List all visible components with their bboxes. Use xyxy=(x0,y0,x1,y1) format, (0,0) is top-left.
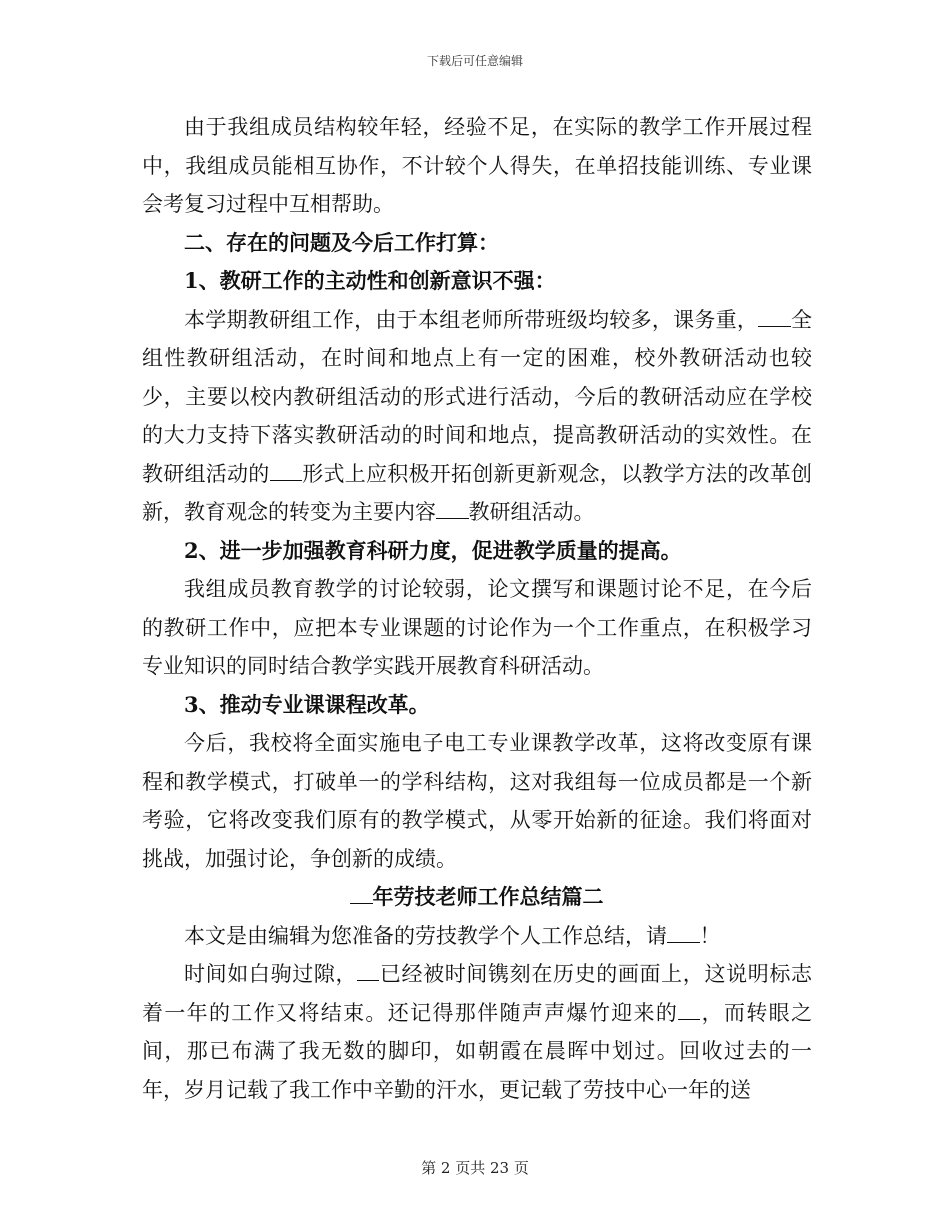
blank-line xyxy=(758,303,791,326)
page-header: 下载后可任意编辑 xyxy=(426,54,523,68)
paragraph-5-part-a: 本文是由编辑为您准备的劳技教学个人工作总结，请 xyxy=(184,923,667,948)
section-heading-2: 二、存在的问题及今后工作打算： xyxy=(184,229,499,255)
subheading-2: 2、进一步加强教育科研力度，促进教学质量的提高。 xyxy=(184,537,682,563)
blank-line xyxy=(350,881,372,904)
paragraph-6-part-c: ，而转眼之间，那已布满了我无数的脚印，如朝霞在晨晖中划过。回收过去的一年，岁月记载了我工作中辛勤的汗水，更记载了劳技中心一年的送 xyxy=(142,1000,813,1102)
paragraph-3: 我组成员教育教学的讨论较弱，论文撰写和课题讨论不足，在今后的教研工作中，应把本专业课题的讨论作为一个工作重点，在积极学习专业知识的同时结合教学实践开展教育科研活动。 xyxy=(142,577,812,678)
paragraph-2 xyxy=(142,301,812,532)
subheading-1: 1、教研工作的主动性和创新意识不强： xyxy=(184,268,556,293)
paragraph-1: 由于我组成员结构较年轻，经验不足，在实际的教学工作开展过程中，我组成员能相互协作，不计较个人得失，在单招技能训练、专业课会考复习过程中互相帮助。 xyxy=(142,115,812,216)
blank-line xyxy=(357,958,379,981)
document-body xyxy=(142,108,812,1109)
subheading-3: 3、推动专业课课程改革。 xyxy=(184,691,430,717)
blank-line xyxy=(436,496,469,519)
blank-line xyxy=(678,996,700,1019)
paragraph-6-part-b: 已经被时间镌刻在历史的画面上，这说明标志着一年的工作又将结束。还记得那伴随声声爆竹迎来的 xyxy=(142,962,813,1025)
page-footer: 第 2 页共 23 页 xyxy=(421,1159,529,1177)
article-title-text: 年劳技老师工作总结篇二 xyxy=(372,884,604,909)
blank-line xyxy=(667,919,700,942)
paragraph-2-part-a: 本学期教研组工作，由于本组老师所带班级均较多，课务重， xyxy=(184,307,759,332)
paragraph-2-part-b: 全组性教研组活动，在时间和地点上有一定的困难，校外教研活动也较少，主要以校内教研组活动的形式进行活动，今后的教研活动应在学校的大力支持下落实教研活动的时间和地点，提高教研活动的实效性。在教研组活动的 xyxy=(142,307,813,486)
paragraph-4: 今后，我校将全面实施电子电工专业课教学改革，这将改变原有课程和教学模式，打破单一的学科结构，这对我组每一位成员都是一个新考验，它将改变我们原有的教学模式，从零开始新的征途。我们将面对挑战，加强讨论，争创新的成绩。 xyxy=(142,731,812,871)
blank-line xyxy=(270,457,303,480)
paragraph-5 xyxy=(142,917,812,956)
paragraph-6-part-a: 时间如白驹过隙， xyxy=(184,962,358,986)
paragraph-2-part-c: 形式上应积极开拓创新更新观念，以教学方法的改革创新，教育观念的转变为主要内容 xyxy=(142,461,813,524)
article-title xyxy=(142,878,812,917)
paragraph-5-part-b: ！ xyxy=(699,923,721,948)
paragraph-2-part-d: 教研组活动。 xyxy=(468,500,595,524)
paragraph-6 xyxy=(142,955,812,1109)
